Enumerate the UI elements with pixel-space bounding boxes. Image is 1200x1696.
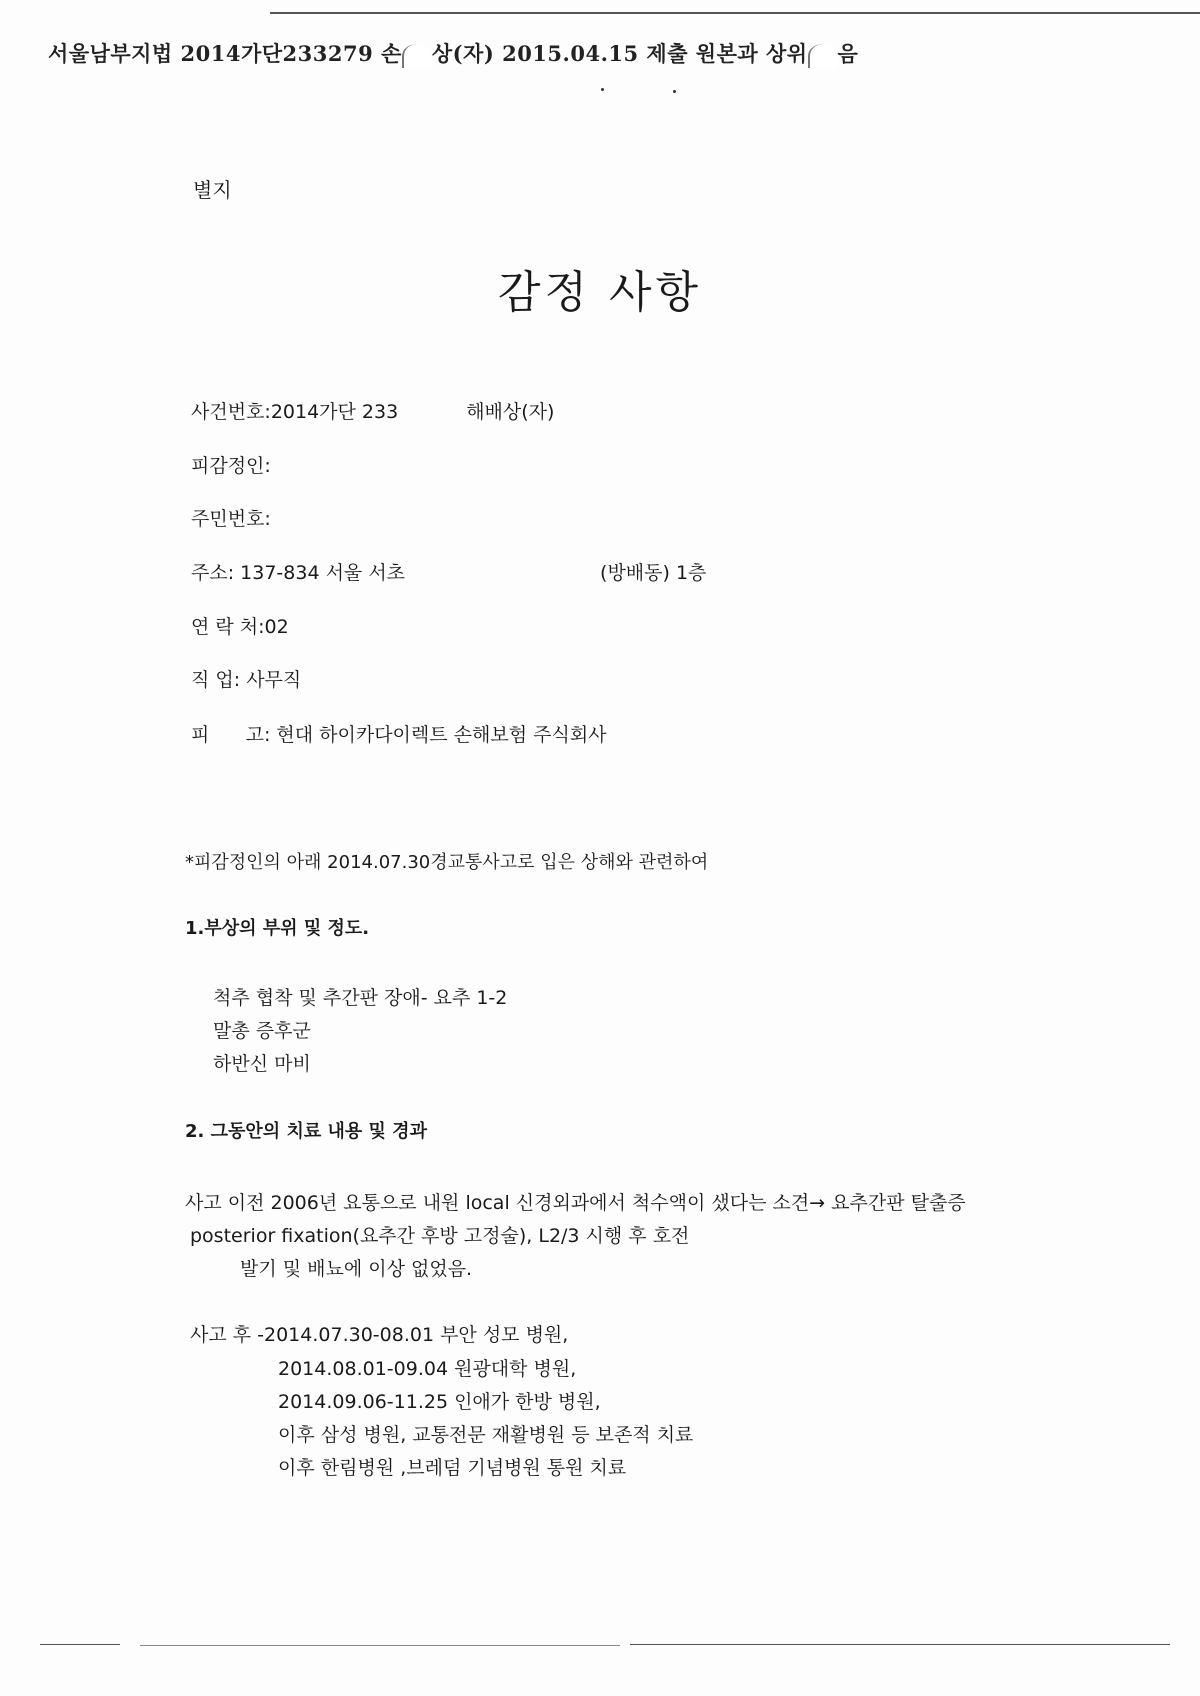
history-line: 발기 및 배뇨에 이상 없었음. [240, 1258, 473, 1280]
court-stamp-header [48, 38, 858, 68]
bottom-scan-line [40, 1644, 120, 1645]
case-number-suffix: 해배상(자) [466, 401, 555, 423]
section1-heading: 1.부상의 부위 및 정도. [185, 918, 370, 939]
bottom-scan-line [140, 1645, 620, 1646]
case-number-label: 사건번호:2014가단 233 [191, 401, 399, 423]
case-number-field [191, 397, 554, 424]
section2-heading: 2. 그동안의 치료 내용 및 경과 [185, 1121, 427, 1142]
intro-note: *피감정인의 아래 2014.07.30경교통사고로 입은 상해와 관련하여 [185, 852, 709, 873]
address-label: 주소: 137-834 서울 서초 [191, 562, 406, 584]
header-text-part3: 음 [837, 41, 859, 66]
document-title: 감정 사항 [497, 267, 702, 318]
after-accident-line: 이후 한림병원 ,브레덤 기념병원 통원 치료 [278, 1457, 627, 1479]
defendant-field: 피 고: 현대 하이카다이렉트 손해보험 주식회사 [191, 724, 607, 746]
address-suffix: (방배동) 1층 [600, 562, 707, 584]
history-line: 사고 이전 2006년 요통으로 내원 local 신경외과에서 척수액이 샜다는 소견→ 요추간판 탈출증 [185, 1192, 966, 1214]
after-accident-line: 사고 후 -2014.07.30-08.01 부안 성모 병원, [190, 1324, 569, 1346]
scan-speck [601, 88, 604, 91]
after-accident-line: 이후 삼성 병원, 교통전문 재활병원 등 보존적 치료 [278, 1424, 694, 1446]
history-line: posterior fixation(요추간 후방 고정술), L2/3 시행 후 호전 [190, 1225, 690, 1247]
header-text-part1: 서울남부지법 2014가단233279 손 [48, 41, 402, 66]
after-accident-line: 2014.08.01-09.04 원광대학 병원, [278, 1358, 577, 1380]
examinee-field: 피감정인: [191, 455, 271, 477]
redaction-mark [808, 44, 838, 68]
after-accident-line: 2014.09.06-11.25 인애가 한방 병원, [278, 1391, 601, 1413]
address-field [191, 558, 706, 585]
redaction-mark [402, 44, 432, 68]
scan-speck [673, 90, 676, 93]
bottom-scan-line [630, 1644, 1170, 1645]
resident-number-field: 주민번호: [191, 508, 271, 530]
top-scan-line [270, 12, 1200, 14]
contact-field: 연 락 처:02 [191, 616, 289, 638]
injury-item: 말총 증후군 [213, 1020, 311, 1042]
occupation-field: 직 업: 사무직 [191, 669, 302, 691]
header-text-part2: 상(자) 2015.04.15 제출 원본과 상위 [431, 41, 808, 66]
attachment-label: 별지 [193, 178, 232, 202]
injury-item: 척추 협착 및 추간판 장애- 요추 1-2 [213, 987, 508, 1009]
injury-item: 하반신 마비 [213, 1053, 311, 1075]
